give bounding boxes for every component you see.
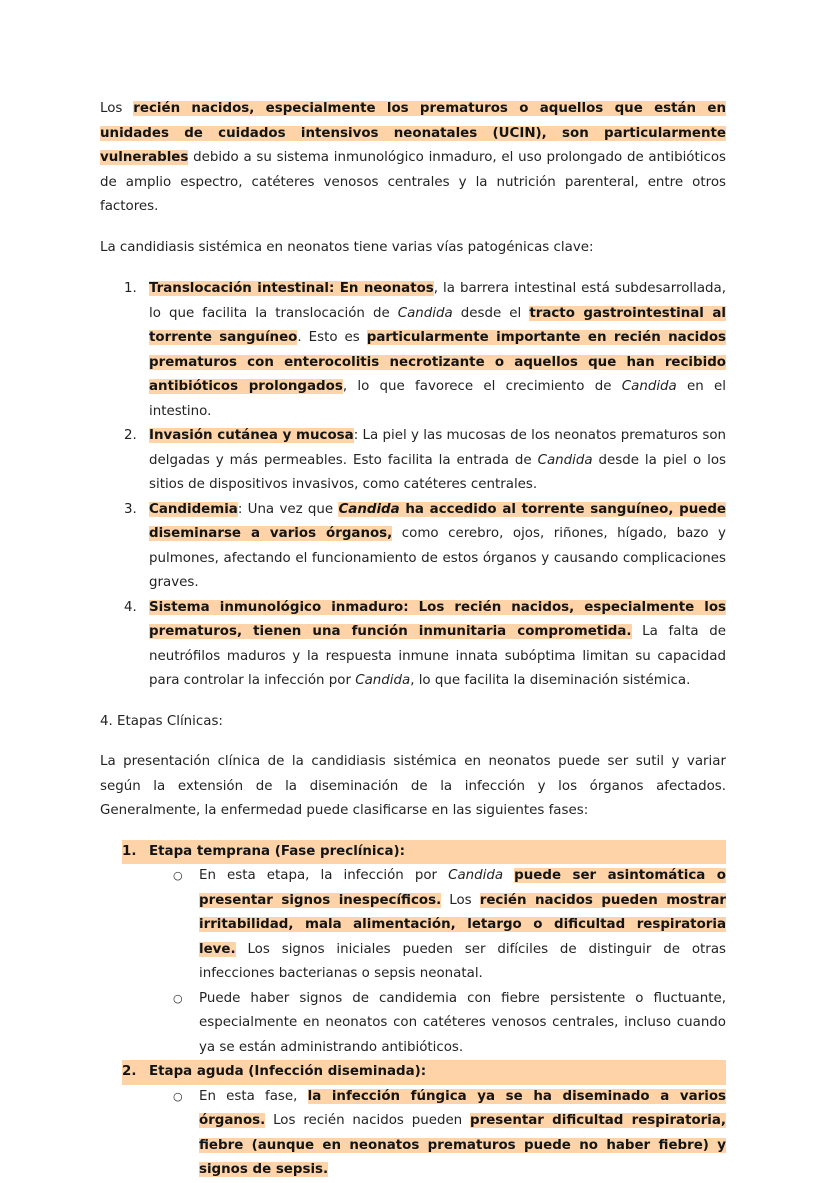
highlighted-text: Sistema inmunológico inmaduro: Los recién nacidos, especialmente los prematuros, tienen una función inmunitaria comprometida.: [149, 599, 726, 639]
stage-title-text: Etapa temprana (Fase preclínica):: [149, 843, 405, 859]
section-heading: 4. Etapas Clínicas:: [100, 713, 223, 729]
text-span: La falta de neutrófilos maduros y la respuesta inmune innata subóptima limitan su capacidad para controlar la infección por: [149, 624, 726, 688]
list-number: 3.: [124, 501, 137, 517]
highlighted-text: Candidemia: [149, 501, 238, 517]
text-span: : Una vez que: [237, 501, 339, 517]
stage-acute: [100, 1060, 726, 1183]
highlighted-text: tracto gastrointestinal al torrente sanguíneo: [149, 305, 726, 345]
highlighted-text: Translocación intestinal: En neonatos: [149, 281, 434, 296]
stage-title: [122, 1060, 726, 1085]
highlighted-text: recién nacidos pueden mostrar irritabilidad, mala alimentación, letargo o dificultad respiratoria leve.: [199, 892, 726, 957]
list-number: 1.: [122, 843, 137, 859]
bullet-circle-icon: ○: [173, 869, 183, 882]
highlighted-text: particularmente importante en recién nacidos prematuros con enterocolitis necrotizante o aquellos que han recibido antibióticos prolongados: [149, 330, 726, 394]
text-span: en el intestino.: [149, 379, 726, 419]
text-span: debido a su sistema inmunológico inmaduro, el uso prolongado de antibióticos de amplio espectro, catéteres venosos centrales y la nutrición parenteral, entre otros factores.: [100, 150, 726, 214]
text-span: Puede haber signos de candidemia con fiebre persistente o fluctuante, especialmente en neonatos con catéteres venosos centrales, incluso cuando ya se están administrando antibióticos.: [199, 990, 726, 1055]
list-number: 2.: [122, 1064, 137, 1079]
text-span: [503, 868, 514, 883]
list-number: 1.: [124, 281, 137, 296]
list-item: [100, 498, 726, 596]
bullet-item: [149, 987, 726, 1061]
bullet-item: [149, 864, 726, 987]
highlighted-italic-text: Candida: [338, 501, 400, 517]
highlighted-text: ha accedido al torrente sanguíneo, puede diseminarse a varios órganos,: [149, 501, 726, 541]
highlighted-text: recién nacidos, especialmente los prematuros o aquellos que están en unidades de cuidados intensivos neonatales (UCIN), son particularmente vulnerables: [100, 101, 727, 165]
text-span: desde la piel o los sitios de dispositivos invasivos, como catéteres centrales.: [149, 452, 726, 492]
italic-text: Candida: [537, 452, 593, 468]
italic-text: Candida: [397, 305, 453, 321]
italic-text: Candida: [621, 379, 677, 394]
text-span: como cerebro, ojos, riñones, hígado, bazo y pulmones, afectando el funcionamiento de estos órganos y causando complicaciones graves.: [149, 526, 726, 590]
pathways-list: [100, 277, 726, 694]
text-span: , lo que favorece el crecimiento de: [342, 379, 622, 394]
stage-title-text: Etapa aguda (Infección diseminada):: [149, 1064, 427, 1079]
highlighted-text: Invasión cutánea y mucosa: [149, 428, 354, 443]
text-span: Los signos iniciales pueden ser difíciles de distinguir de otras infecciones bacterianas o sepsis neonatal.: [199, 941, 726, 981]
highlighted-text: presentar dificultad respiratoria, fiebre (aunque en neonatos prematuros puede no haber fiebre) y signos de sepsis.: [199, 1113, 726, 1177]
section-intro: La presentación clínica de la candidiasis sistémica en neonatos puede ser sutil y variar según la extensión de la diseminación de la infección y los órganos afectados. Generalmente, la enfermedad puede clasificarse en las siguientes fases:: [100, 754, 726, 818]
highlighted-text: la infección fúngica ya se ha diseminado a varios órganos.: [199, 1088, 726, 1128]
pathways-intro: La candidiasis sistémica en neonatos tiene varias vías patogénicas clave:: [100, 239, 594, 255]
stage-early: [100, 840, 726, 1061]
bullet-circle-icon: ○: [173, 1089, 183, 1103]
text-span: desde el: [452, 305, 530, 321]
text-span: En esta fase,: [199, 1088, 308, 1104]
list-number: 2.: [124, 428, 137, 443]
list-item: [100, 424, 726, 498]
intro-paragraph: [100, 97, 726, 220]
italic-text: Candida: [448, 868, 504, 883]
text-span: Los recién nacidos pueden: [265, 1113, 471, 1128]
stage-title: [122, 840, 726, 865]
highlighted-text: puede ser asintomática o presentar signos inespecíficos.: [199, 868, 726, 908]
italic-text: Candida: [355, 673, 411, 688]
text-span: En esta etapa, la infección por: [199, 868, 449, 883]
text-span: , la barrera intestinal está subdesarrollada, lo que facilita la translocación de: [149, 281, 727, 321]
list-item: [100, 596, 726, 694]
list-item: [100, 277, 726, 424]
list-number: 4.: [124, 599, 137, 615]
text-span: . Esto es: [297, 330, 367, 345]
text-span: , lo que facilita la diseminación sistémica.: [410, 673, 691, 688]
text-span: Los: [441, 892, 480, 908]
text-span: Los: [100, 101, 134, 116]
text-span: : La piel y las mucosas de los neonatos prematuros son delgadas y más permeables. Esto facilita la entrada de: [149, 428, 726, 468]
bullet-item: [149, 1085, 726, 1183]
bullet-circle-icon: ○: [173, 991, 183, 1005]
